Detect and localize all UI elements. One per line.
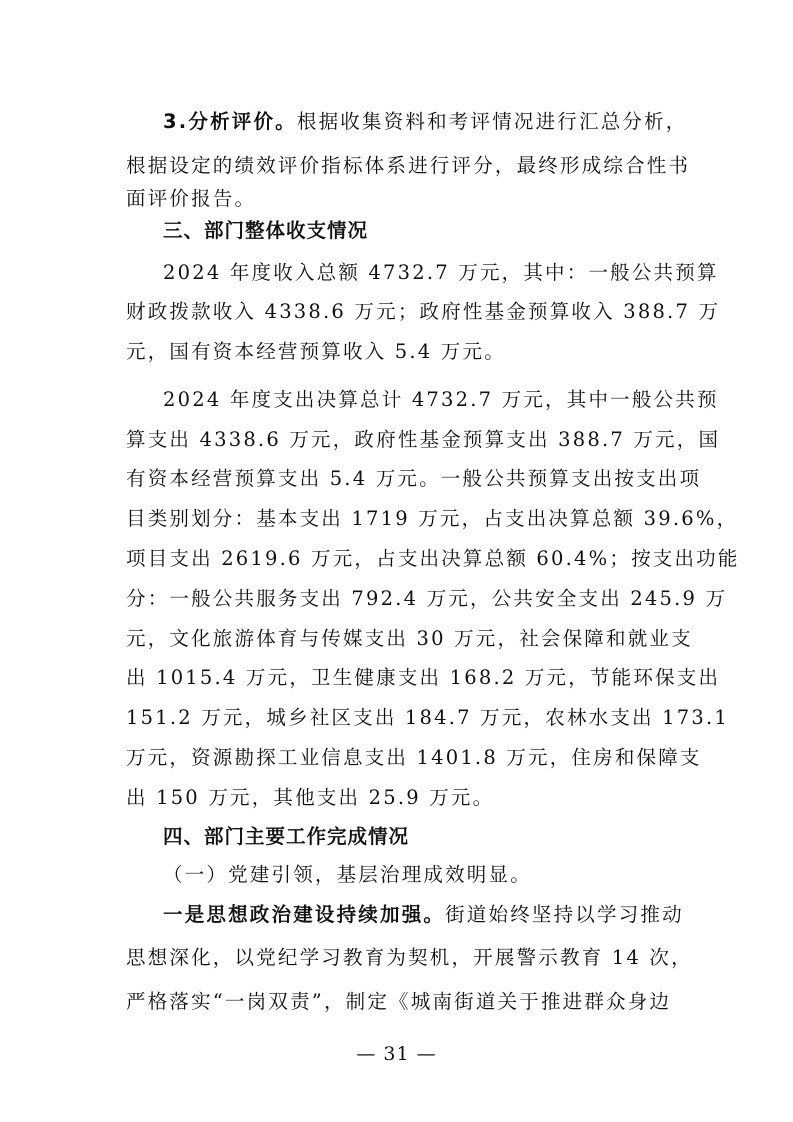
paragraph-line: 面评价报告。: [126, 187, 257, 210]
paragraph-line: 出 150 万元，其他支出 25.9 万元。: [126, 786, 495, 809]
paragraph-line: 财政拨款收入 4338.6 万元；政府性基金预算收入 388.7 万: [126, 300, 721, 323]
paragraph-line: 151.2 万元，城乡社区支出 184.7 万元，农林水支出 173.1: [126, 706, 729, 729]
paragraph-line: 2024 年度支出决算总计 4732.7 万元，其中一般公共预: [163, 388, 719, 411]
section-heading-4: 四、部门主要工作完成情况: [163, 825, 410, 848]
paragraph-text: 街道始终坚持以学习推动: [445, 903, 684, 926]
paragraph-line: 算支出 4338.6 万元，政府性基金预算支出 388.7 万元，国: [126, 428, 721, 451]
paragraph-line: 分：一般公共服务支出 792.4 万元，公共安全支出 245.9 万: [126, 587, 728, 610]
paragraph-line: [163, 902, 684, 928]
bold-lead-analysis: 3.分析评价。: [163, 110, 297, 133]
subsection-heading: （一）党建引领，基层治理成效明显。: [163, 863, 532, 886]
section-heading-3: 三、部门整体收支情况: [163, 219, 369, 242]
paragraph-line: 思想深化，以党纪学习教育为契机，开展警示教育 14 次，: [126, 946, 693, 969]
paragraph-line: 2024 年度收入总额 4732.7 万元，其中：一般公共预算: [163, 261, 719, 284]
paragraph-line: 出 1015.4 万元，卫生健康支出 168.2 万元，节能环保支出: [126, 666, 721, 689]
page-number: — 31 —: [356, 1043, 437, 1065]
paragraph-line: [163, 109, 688, 135]
paragraph-line: 元，文化旅游体育与传媒支出 30 万元，社会保障和就业支: [126, 627, 693, 650]
paragraph-line: 目类别划分：基本支出 1719 万元，占支出决算总额 39.6%，: [126, 507, 739, 530]
paragraph-line: 严格落实“一岗双责”，制定《城南街道关于推进群众身边: [126, 990, 672, 1013]
paragraph-line: 项目支出 2619.6 万元，占支出决算总额 60.4%；按支出功能: [126, 547, 740, 570]
paragraph-text: 根据收集资料和考评情况进行汇总分析，: [296, 110, 688, 133]
paragraph-line: 有资本经营预算支出 5.4 万元。一般公共预算支出按支出项: [126, 467, 702, 490]
paragraph-line: 根据设定的绩效评价指标体系进行评分，最终形成综合性书: [126, 154, 691, 177]
bold-lead-political: 一是思想政治建设持续加强。: [163, 903, 446, 926]
paragraph-line: 万元，资源勘探工业信息支出 1401.8 万元，住房和保障支: [126, 746, 702, 769]
paragraph-line: 元，国有资本经营预算收入 5.4 万元。: [126, 340, 506, 363]
